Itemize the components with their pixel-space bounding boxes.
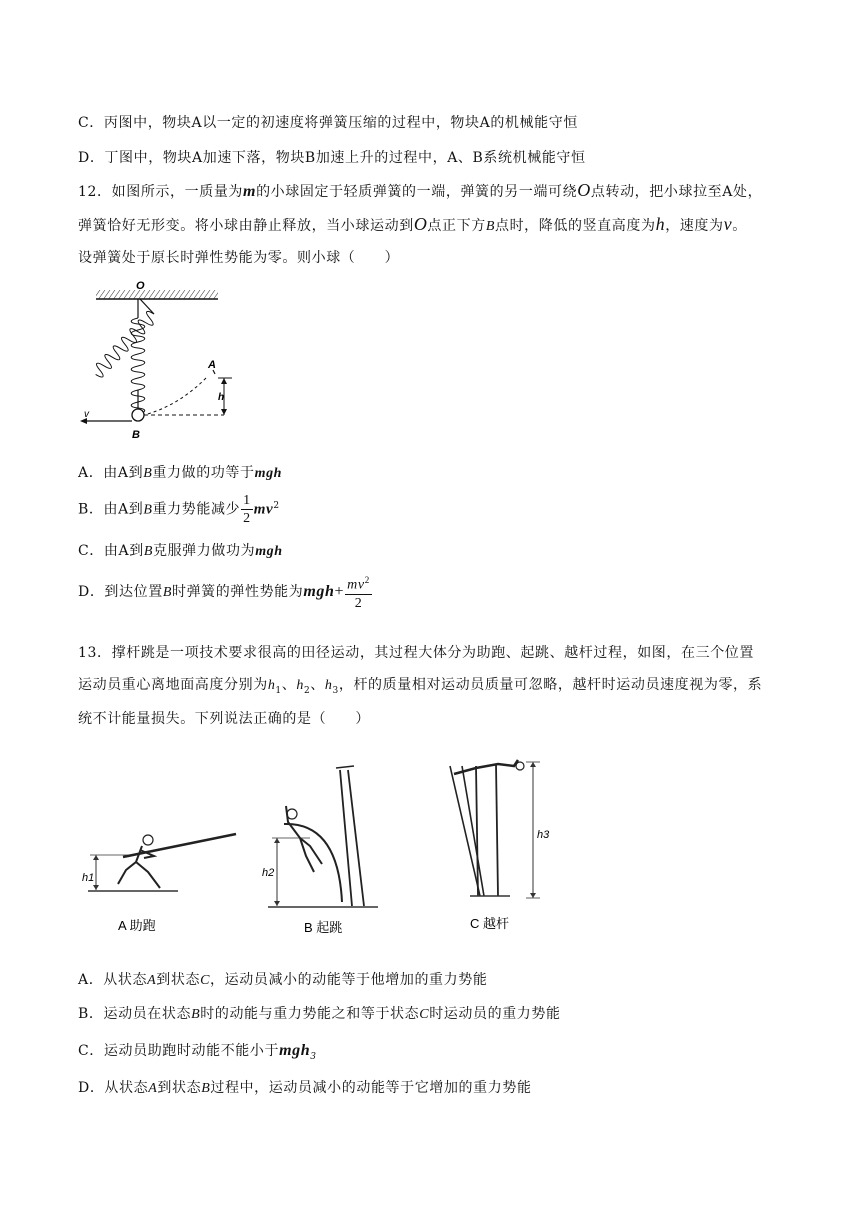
bent-pole <box>284 824 342 902</box>
q13-stem-line-3: 统不计能量损失。下列说法正确的是（ ） <box>78 711 370 727</box>
trajectory-dashed <box>144 378 206 415</box>
caption-a: A 助跑 <box>118 918 156 933</box>
label-B: B <box>132 429 140 441</box>
q12-option-b: B．由A到B重力势能减少 $\frac{1}{2}$ $mv^2$ <box>78 493 280 526</box>
q11-option-c: C．丙图中，物块A以一定的初速度将弹簧压缩的过程中，物块A的机械能守恒 <box>78 115 578 131</box>
label-v: v <box>84 409 89 420</box>
q13-option-a: A．从状态A到状态C，运动员减小的动能等于他增加的重力势能 <box>78 972 488 988</box>
crossbar-b <box>336 766 354 768</box>
q13-stem-line-1: 13．撑杆跳是一项技术要求很高的田径运动，其过程大体分为助跑、起跳、越杆过程，如图，在三个位置 <box>78 645 755 661</box>
ceiling-hatch <box>96 290 218 299</box>
q12-option-d: D．到达位置B时弹簧的弹性势能为mgh+ $\frac{mv^2}{2}$ <box>78 572 373 612</box>
q12-stem-line-2: 弹簧恰好无形变。将小球由静止释放，当小球运动到O点正下方B点时，降低的竖直高度为h，速度为v。 <box>78 214 747 234</box>
q11-option-d: D．丁图中，物块A加速下落，物块B加速上升的过程中，A、B系统机械能守恒 <box>78 150 586 166</box>
caption-c: C 越杆 <box>470 916 510 931</box>
fraction-one-half: $\frac{1}{2}$ <box>243 493 251 526</box>
q12-stem-line-3: 设弹簧处于原长时弹性势能为零。则小球（ ） <box>78 250 400 266</box>
q12-option-c: C．由A到B克服弹力做功为mgh <box>78 543 283 559</box>
label-h2: h2 <box>262 867 275 879</box>
spring-pendulum-figure <box>78 278 248 443</box>
inclined-spring <box>91 309 159 379</box>
label-h1: h1 <box>82 872 95 884</box>
q13-option-c: C．运动员助跑时动能不能小于mgh$_3$ <box>78 1042 317 1062</box>
label-O: O <box>136 280 145 292</box>
label-A: A <box>208 359 216 371</box>
vaulter-c-body <box>454 760 518 774</box>
pole-vault-figure <box>78 752 578 942</box>
h-arrow-up <box>221 378 227 384</box>
panel-take-off <box>262 766 378 935</box>
vaulter-c-head <box>516 762 524 770</box>
panel-run-up <box>82 834 236 933</box>
panel-clearance <box>450 760 550 931</box>
fraction-mv2-over-2: $\frac{mv^2}{2}$ <box>345 572 372 612</box>
caption-b: B 起跳 <box>304 920 343 935</box>
q13-option-d: D．从状态A到状态B过程中，运动员减小的动能等于它增加的重力势能 <box>78 1080 532 1096</box>
vaulter-b-head <box>287 809 297 819</box>
runner-head <box>143 835 153 845</box>
q13-stem-line-2: 运动员重心离地面高度分别为$h_1$、$h_2$、$h_3$，杆的质量相对运动员质量可忽略，越杆时运动员速度视为零，系 <box>78 677 763 696</box>
q12-option-a: A．由A到B重力做的功等于mgh <box>78 465 283 481</box>
ball-at-B <box>132 409 144 421</box>
q12-stem-line-1: 12．如图所示，一质量为m的小球固定于轻质弹簧的一端，弹簧的另一端可绕O点转动，把小球拉至A处， <box>78 180 763 200</box>
upright-c-3 <box>496 764 498 896</box>
q13-option-b: B．运动员在状态B时的动能与重力势能之和等于状态C时运动员的重力势能 <box>78 1006 561 1022</box>
runner-body <box>118 846 160 888</box>
h-arrow-down <box>221 409 227 415</box>
label-h3: h3 <box>537 829 550 841</box>
label-h: h <box>218 392 225 403</box>
